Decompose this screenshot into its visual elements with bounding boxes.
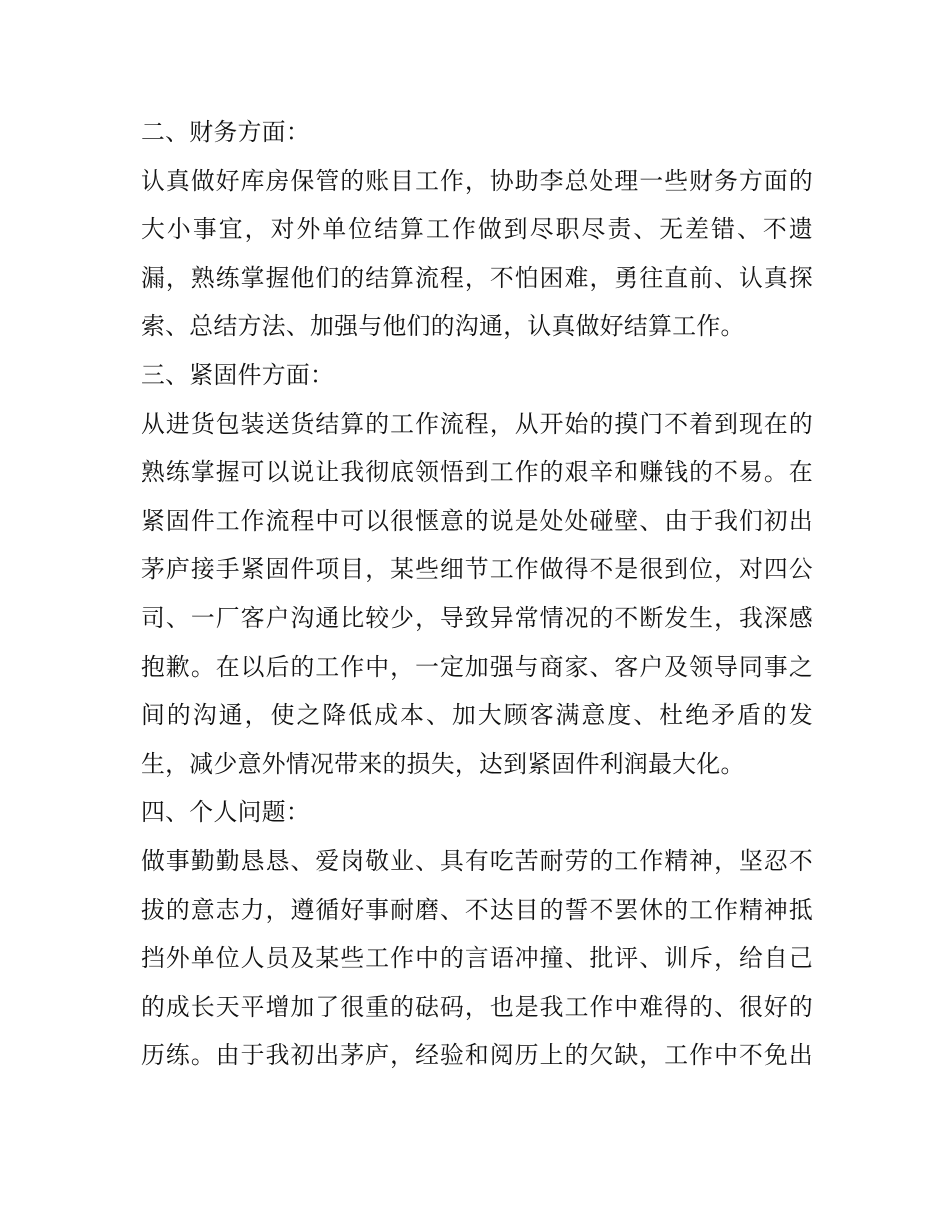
paragraph-line: 索、总结方法、加强与他们的沟通，认真做好结算工作。	[141, 312, 745, 341]
paragraph-line: 认真做好库房保管的账目工作，协助李总处理一些财务方面的	[141, 166, 813, 195]
paragraph-line: 生，减少意外情况带来的损失，达到紧固件利润最大化。	[141, 749, 745, 778]
paragraph-line: 茅庐接手紧固件项目，某些细节工作做得不是很到位，对四公	[141, 555, 813, 584]
section-personal	[141, 788, 813, 1080]
paragraph-line: 熟练掌握可以说让我彻底领悟到工作的艰辛和赚钱的不易。在	[141, 458, 813, 487]
section-fasteners	[141, 351, 813, 788]
section-heading: 四、个人问题：	[141, 798, 311, 827]
paragraph-line: 从进货包装送货结算的工作流程，从开始的摸门不着到现在的	[141, 409, 813, 438]
section-finance	[141, 108, 813, 351]
paragraph-line: 大小事宜，对外单位结算工作做到尽职尽责、无差错、不遗	[141, 215, 813, 244]
paragraph-line: 挡外单位人员及某些工作中的言语冲撞、批评、训斥，给自己	[141, 944, 813, 973]
paragraph-line: 司、一厂客户沟通比较少，导致异常情况的不断发生，我深感	[141, 603, 813, 632]
document-body	[141, 108, 813, 1080]
section-heading: 三、紧固件方面：	[141, 360, 335, 389]
paragraph-line: 做事勤勤恳恳、爱岗敬业、具有吃苦耐劳的工作精神，坚忍不	[141, 846, 813, 875]
section-heading: 二、财务方面：	[141, 118, 311, 146]
paragraph-line: 历练。由于我初出茅庐，经验和阅历上的欠缺，工作中不免出	[141, 1041, 813, 1070]
paragraph-line: 间的沟通，使之降低成本、加大顾客满意度、杜绝矛盾的发	[141, 701, 813, 730]
paragraph-line: 漏，熟练掌握他们的结算流程，不怕困难，勇往直前、认真探	[141, 263, 813, 292]
paragraph-line: 紧固件工作流程中可以很惬意的说是处处碰壁、由于我们初出	[141, 506, 813, 535]
paragraph-line: 抱歉。在以后的工作中，一定加强与商家、客户及领导同事之	[141, 652, 813, 681]
paragraph-line: 拔的意志力，遵循好事耐磨、不达目的誓不罢休的工作精神抵	[141, 895, 813, 924]
paragraph-line: 的成长天平增加了很重的砝码，也是我工作中难得的、很好的	[141, 992, 813, 1021]
